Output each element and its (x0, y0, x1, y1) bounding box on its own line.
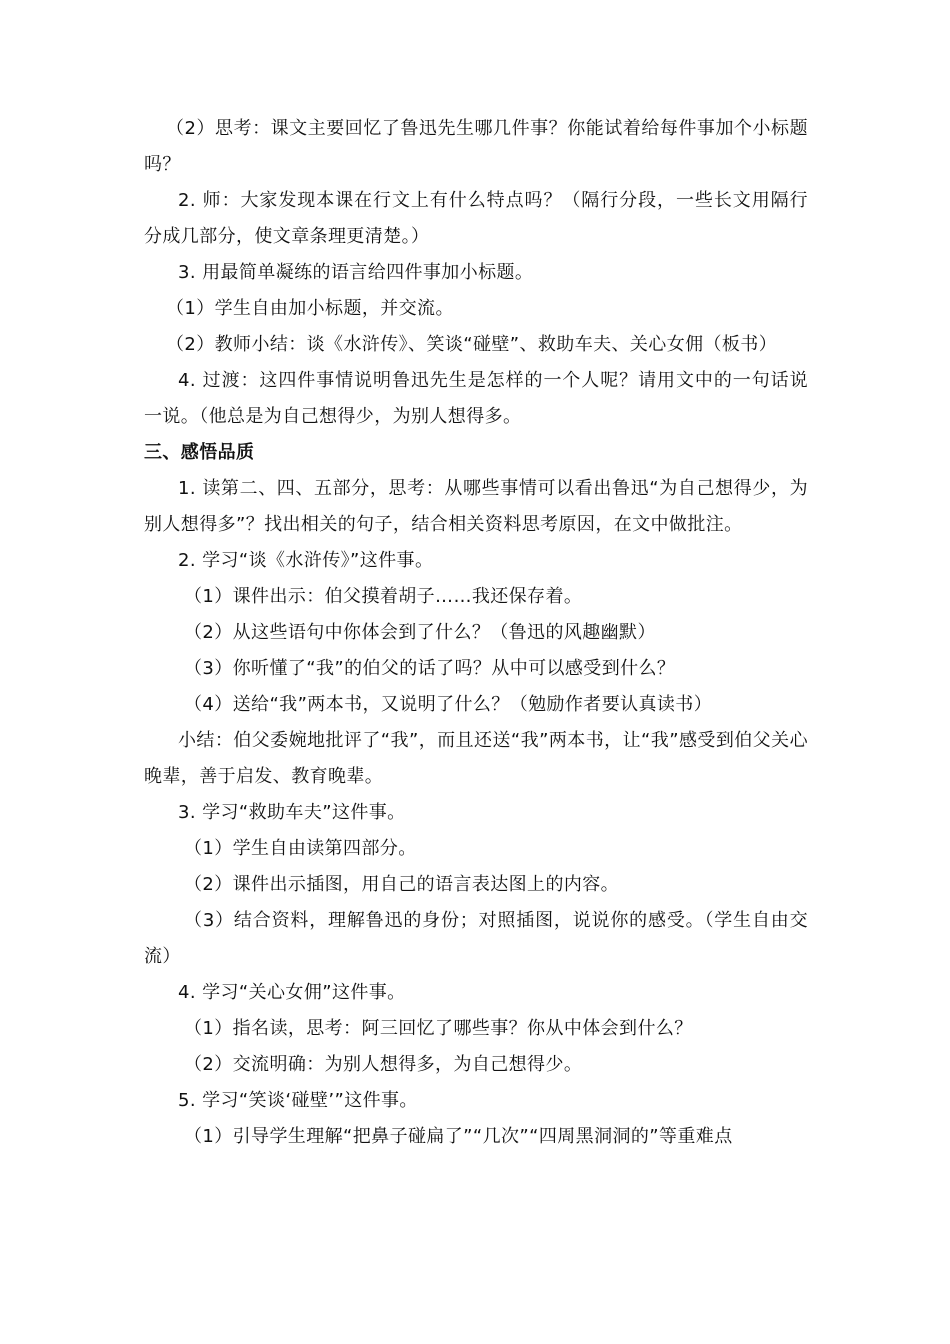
paragraph-identity: （3）结合资料，理解鲁迅的身份；对照插图，说说你的感受。（学生自由交流） (144, 910, 808, 967)
paragraph-two-books: （4）送给“我”两本书，又说明了什么？（勉励作者要认真读书） (184, 694, 713, 715)
document-body (144, 111, 808, 1155)
paragraph-read-task: 1. 读第二、四、五部分，思考：从哪些事情可以看出鲁迅“为自己想得少，为别人想得多”？找出相关的句子，结合相关资料思考原因，在文中做批注。 (144, 478, 808, 535)
paragraph-teacher-summary: （2）教师小结：谈《水浒传》、笑谈“碰壁”、救助车夫、关心女佣（板书） (166, 334, 778, 355)
paragraph-subtitle-task: 3. 用最简单凝练的语言给四件事加小标题。 (178, 262, 534, 283)
paragraph-named-reading: （1）指名读，思考：阿三回忆了哪些事？你从中体会到什么？ (184, 1018, 693, 1039)
paragraph-what-learned: （2）从这些语句中你体会到了什么？（鲁迅的风趣幽默） (184, 622, 656, 643)
paragraph-study-wall: 5. 学习“笑谈‘碰壁’”这件事。 (178, 1090, 418, 1111)
paragraph-transition: 4. 过渡：这四件事情说明鲁迅先生是怎样的一个人呢？请用文中的一句话说一说。（他总是为自己想得少，为别人想得多。 (144, 370, 808, 427)
paragraph-student-exchange: （1）学生自由加小标题，并交流。 (166, 298, 454, 319)
paragraph-illustration: （2）课件出示插图，用自己的语言表达图上的内容。 (184, 874, 620, 895)
paragraph-thinking-question: （2）思考：课文主要回忆了鲁迅先生哪几件事？你能试着给每件事加个小标题吗？ (144, 118, 808, 175)
paragraph-understand-uncle: （3）你听懂了“我”的伯父的话了吗？从中可以感受到什么？ (184, 658, 676, 679)
paragraph-summary: 小结：伯父委婉地批评了“我”，而且还送“我”两本书，让“我”感受到伯父关心晚辈，善于启发、教育晚辈。 (144, 730, 808, 787)
paragraph-guide-students: （1）引导学生理解“把鼻子碰扁了”“几次”“四周黑洞洞的”等重难点 (184, 1126, 733, 1147)
paragraph-clarify: （2）交流明确：为别人想得多，为自己想得少。 (184, 1054, 583, 1075)
paragraph-study-rescue: 3. 学习“救助车夫”这件事。 (178, 802, 406, 823)
section-heading: 三、感悟品质 (144, 442, 255, 463)
paragraph-free-reading: （1）学生自由读第四部分。 (184, 838, 417, 859)
paragraph-study-maid: 4. 学习“关心女佣”这件事。 (178, 982, 406, 1003)
paragraph-study-water-margin: 2. 学习“谈《水浒传》”这件事。 (178, 550, 434, 571)
paragraph-courseware-show: （1）课件出示：伯父摸着胡子……我还保存着。 (184, 586, 583, 607)
paragraph-teacher-question: 2. 师：大家发现本课在行文上有什么特点吗？（隔行分段，一些长文用隔行分成几部分，使文章条理更清楚。） (144, 190, 808, 247)
